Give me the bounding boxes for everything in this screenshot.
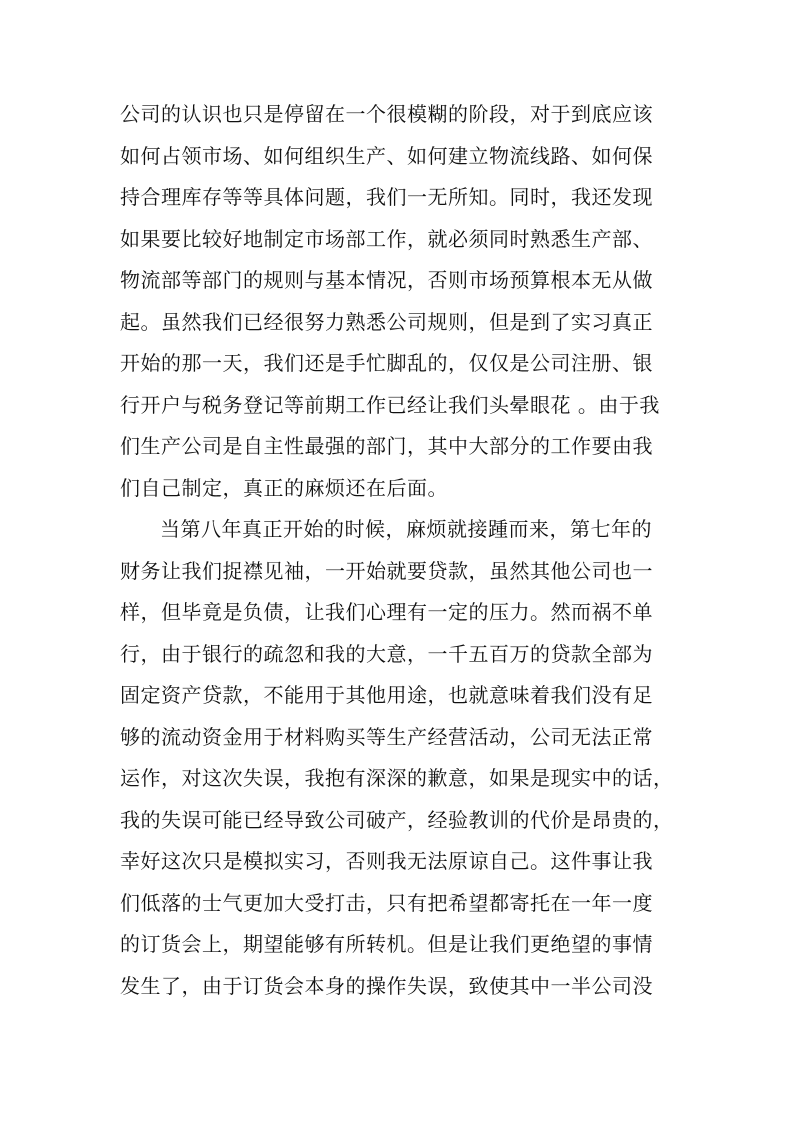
text-line: 如何占领市场、如何组织生产、如何建立物流线路、如何保: [120, 143, 653, 168]
text-line: 行，由于银行的疏忽和我的大意，一千五百万的贷款全部为: [120, 641, 653, 666]
text-line: 如果要比较好地制定市场部工作，就必须同时熟悉生产部、: [120, 226, 653, 251]
body-text: [120, 94, 680, 1007]
text-line: 运作，对这次失误，我抱有深深的歉意，如果是现实中的话，: [120, 766, 674, 790]
text-line: 公司的认识也只是停留在一个很模糊的阶段，对于到底应该: [120, 102, 653, 126]
text-line: 财务让我们捉襟见袖，一开始就要贷款，虽然其他公司也一: [120, 558, 653, 583]
text-line: 我的失误可能已经导致公司破产，经验教训的代价是昂贵的，: [120, 807, 674, 832]
text-line: 开始的那一天，我们还是手忙脚乱的，仅仅是公司注册、银: [120, 351, 653, 375]
text-line: 们生产公司是自主性最强的部门，其中大部分的工作要由我: [120, 434, 653, 458]
text-line: 持合理库存等等具体问题，我们一无所知。同时，我还发现: [120, 185, 653, 209]
text-line: 起。虽然我们已经很努力熟悉公司规则，但是到了实习真正: [120, 309, 653, 334]
text-line: 够的流动资金用于材料购买等生产经营活动，公司无法正常: [120, 724, 653, 749]
text-line: 样，但毕竟是负债，让我们心理有一定的压力。然而祸不单: [120, 600, 653, 624]
text-line: 们自己制定，真正的麻烦还在后面。: [120, 475, 448, 500]
paragraph-start-line: 当第八年真正开始的时候，麻烦就接踵而来，第七年的: [160, 517, 652, 541]
text-line: 物流部等部门的规则与基本情况，否则市场预算根本无从做: [120, 268, 653, 292]
text-line: 固定资产贷款，不能用于其他用途，也就意味着我们没有足: [120, 683, 653, 707]
text-line: 行开户与税务登记等前期工作已经让我们头晕眼花 。由于我: [120, 392, 660, 417]
text-line: 的订货会上，期望能够有所转机。但是让我们更绝望的事情: [120, 932, 653, 956]
text-line: 幸好这次只是模拟实习，否则我无法原谅自己。这件事让我: [120, 849, 653, 873]
text-line: 发生了，由于订货会本身的操作失误，致使其中一半公司没: [120, 973, 653, 998]
text-line: 们低落的士气更加大受打击，只有把希望都寄托在一年一度: [120, 890, 653, 915]
